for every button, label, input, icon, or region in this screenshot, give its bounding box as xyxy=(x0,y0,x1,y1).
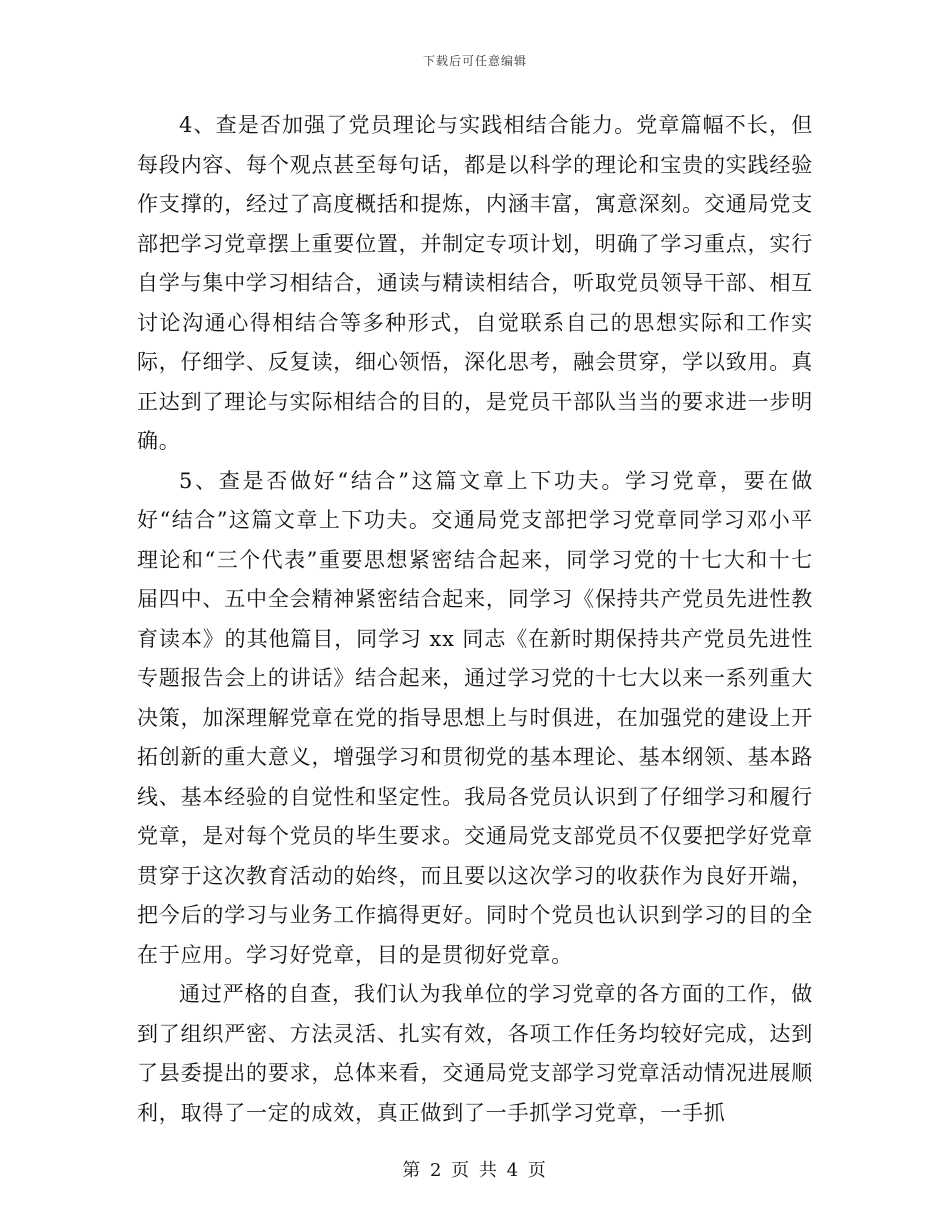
page-number: 第 2 页 共 4 页 xyxy=(402,1160,548,1181)
page-header: 下载后可任意编辑 xyxy=(422,54,527,68)
paragraph-item-4: 4、查是否加强了党员理论与实践相结合能力。党章篇幅不长，但每段内容、每个观点甚至每句话，都是以科学的理论和宝贵的实践经验作支撑的，经过了高度概括和提炼，内涵丰富，寓意深刻。交通局党支部把学习党章摆上重要位置，并制定专项计划，明确了学习重点，实行自学与集中学习相结合，通读与精读相结合，听取党员领导干部、相互讨论沟通心得相结合等多种形式，自觉联系自己的思想实际和工作实际，仔细学、反复读，细心领悟，深化思考，融会贯穿，学以致用。真正达到了理论与实际相结合的目的，是党员干部队当当的要求进一步明确。 xyxy=(137,113,813,453)
paragraph-item-5: 5、查是否做好“结合”这篇文章上下功夫。学习党章，要在做好“结合”这篇文章上下功夫。交通局党支部把学习党章同学习邓小平理论和“三个代表”重要思想紧密结合起来，同学习党的十七大和十七届四中、五中全会精神紧密结合起来，同学习《保持共产党员先进性教育读本》的其他篇目，同学习 xx 同志《在新时期保持共产党员先进性专题报告会上的讲话》结合起来，通过学习党的十七大以来一系列重大决策，加深理解党章在党的指导思想上与时俱进，在加强党的建设上开拓创新的重大意义，增强学习和贯彻党的基本理论、基本纲领、基本路线、基本经验的自觉性和坚定性。我局各党员认识到了仔细学习和履行党章，是对每个党员的毕生要求。交通局党支部党员不仅要把学好党章贯穿于这次教育活动的始终，而且要以这次学习的收获作为良好开端，把今后的学习与业务工作搞得更好。同时个党员也认识到学习的目的全在于应用。学习好党章，目的是贯彻好党章。 xyxy=(137,468,813,967)
paragraph-summary: 通过严格的自查，我们认为我单位的学习党章的各方面的工作，做到了组织严密、方法灵活、扎实有效，各项工作任务均较好完成，达到了县委提出的要求，总体来看，交通局党支部学习党章活动情况进展顺利，取得了一定的成效，真正做到了一手抓学习党章，一手抓 xyxy=(137,982,813,1125)
document-body xyxy=(137,106,813,1133)
